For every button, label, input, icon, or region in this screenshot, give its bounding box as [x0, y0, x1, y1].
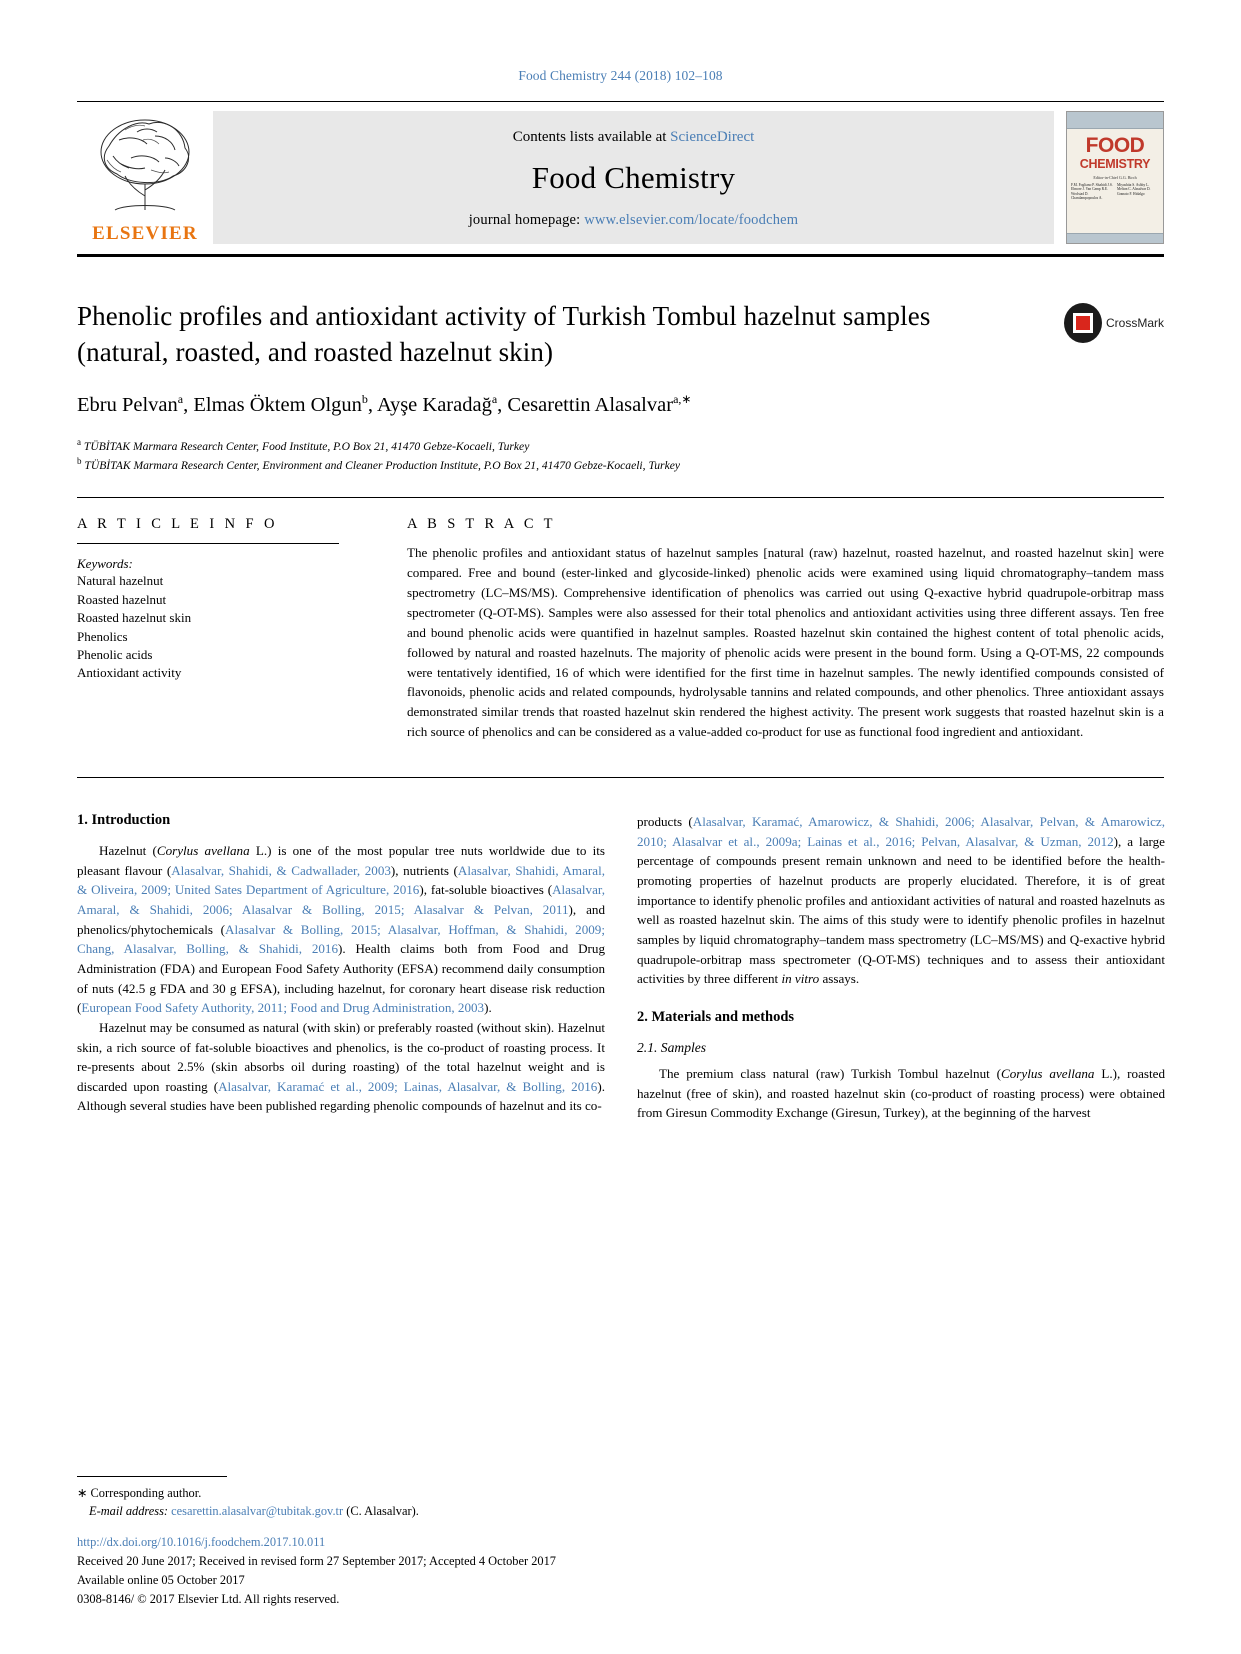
elsevier-logo: [77, 102, 213, 254]
homepage-url[interactable]: www.elsevier.com/locate/foodchem: [584, 211, 799, 228]
info-abstract-block: [77, 497, 1164, 778]
cover-title-line2: CHEMISTRY: [1079, 157, 1151, 171]
subsection-heading-samples: 2.1. Samples: [637, 1039, 707, 1055]
keyword-item: Antioxidant activity: [77, 665, 182, 681]
abstract-column: [407, 516, 1164, 755]
corresponding-author-note: ∗ Corresponding author.: [77, 1486, 202, 1501]
contents-prefix: Contents lists available at: [512, 128, 667, 145]
crossmark-label: CrossMark: [1105, 316, 1164, 330]
affiliation-b-text: TÜBİTAK Marmara Research Center, Environment and Cleaner Production Institute, P.O Box 21, 41470 Gebze-Kocaeli, Turkey: [84, 459, 681, 473]
footer-divider: [77, 1476, 227, 1477]
received-dates: Received 20 June 2017; Received in revised form 27 September 2017; Accepted 4 October 2017: [77, 1553, 556, 1568]
page-footer: [77, 1476, 605, 1608]
keyword-item: Phenolic acids: [77, 646, 153, 662]
page-title: Phenolic profiles and antioxidant activity of Turkish Tombul hazelnut samples (natural, roasted, and roasted hazelnut skin): [77, 301, 931, 367]
intro-paragraph-1: Hazelnut (Corylus avellana L.) is one of the most popular tree nuts worldwide due to its pleasant flavour (Alasalvar, Shahidi, & Cadwallader, 2003), nutrients (Alasalvar, Shahidi, Amaral, & Oliveira, 2009; United Sates Department of Agriculture, 2016), fat-soluble bioactives (Alasalvar, Amaral, & Shahidi, 2006; Alasalvar & Bolling, 2015; Alasalvar & Pelvan, 2011), and phenolics/phytochemicals (Alasalvar & Bolling, 2015; Alasalvar, Hoffman, & Shahidi, 2009; Chang, Alasalvar, Bolling, & Shahidi, 2016). Health claims both from Food and Drug Administration (FDA) and European Food Safety Authority (EFSA) recommend daily consumption of nuts (42.5 g FDA and 30 g EFSA), including hazelnut, for coronary heart disease risk reduction (European Food Safety Authority, 2011; Food and Drug Administration, 2003).: [77, 843, 605, 1016]
article-info-heading: A R T I C L E I N F O: [77, 516, 278, 533]
elsevier-wordmark: ELSEVIER: [92, 223, 198, 244]
email-label: E-mail address:: [89, 1504, 169, 1519]
sciencedirect-link[interactable]: ScienceDirect: [670, 128, 755, 145]
section-heading-materials: 2. Materials and methods: [637, 1008, 795, 1025]
body-columns: [77, 812, 1164, 1123]
author-list: Ebru Pelvan$^a$, Elmas Öktem Olgun$^b$, Ayşe Karadağ$^a$, Cesarettin Alasalvar$^{a,∗}$: [77, 391, 692, 416]
intro-paragraph-3: products (Alasalvar, Karamać, Amarowicz, & Shahidi, 2006; Alasalvar, Pelvan, & Amarowicz, 2010; Alasalvar et al., 2009a; Lainas et al., 2016; Pelvan, Alasalvar, & Uzman, 2012), a large percentage of compounds present remain unknown and need to be identified before the health-promoting properties of hazelnut products are properly elucidated. Therefore, it is of great importance to identify phenolic profiles and antioxidant activities of natural and roasted hazelnuts as well as roasted hazelnut skin. The aims of this study were to identify phenolic profiles in hazelnut samples by liquid chromatography–tandem mass spectrometry (LC–MS/MS) and Q-exactive hybrid quadrupole-orbitrap mass spectrometer (Q-OT-MS) techniques and to assess their antioxidant activities by three different in vitro assays.: [637, 814, 1165, 987]
affiliation-marker-a: a: [77, 436, 81, 447]
affiliations: [77, 436, 1164, 476]
cover-title: [1067, 135, 1163, 171]
samples-paragraph: The premium class natural (raw) Turkish Tombul hazelnut (Corylus avellana L.), roasted hazelnut (free of skin), and roasted hazelnut skin (co-product of roasting process) were obtained from Giresun Commodity Exchange (Giresun, Turkey), at the beginning of the harvest: [637, 1065, 1165, 1121]
journal-homepage: [469, 212, 799, 229]
affiliation-a-text: TÜBİTAK Marmara Research Center, Food Institute, P.O Box 21, 41470 Gebze-Kocaeli, Turkey: [83, 439, 530, 453]
keyword-item: Roasted hazelnut skin: [77, 610, 192, 626]
cover-editor: Editor-in-Chief G.G. Birch: [1093, 174, 1137, 180]
intro-paragraph-2: Hazelnut may be consumed as natural (with skin) or preferably roasted (without skin). Hazelnut skin, a rich source of fat-soluble bioactives and phenolics, is the co-product of roasting process. It re-presents about 2.5% (skin absorbs oil during roasting) of the total hazelnut weight and is discarded upon roasting (Alasalvar, Karamać et al., 2009; Lainas, Alasalvar, & Bolling, 2016). Although several studies have been published regarding phenolic compounds of hazelnut and its co-: [77, 1019, 605, 1114]
journal-cover-thumbnail: [1066, 111, 1164, 244]
keywords-list: [77, 572, 379, 683]
divider: [77, 543, 339, 544]
article-info-column: [77, 516, 407, 755]
keywords-label: Keywords:: [77, 556, 133, 572]
email-suffix: (C. Alasalvar).: [346, 1504, 419, 1519]
copyright-line: 0308-8146/ © 2017 Elsevier Ltd. All rights reserved.: [77, 1591, 340, 1606]
keyword-item: Natural hazelnut: [77, 573, 164, 589]
abstract-heading: A B S T R A C T: [407, 516, 556, 533]
doi-link[interactable]: http://dx.doi.org/10.1016/j.foodchem.2017.10.011: [77, 1534, 326, 1549]
email-line: [89, 1502, 605, 1520]
email-link[interactable]: cesarettin.alasalvar@tubitak.gov.tr: [171, 1504, 344, 1519]
available-online: Available online 05 October 2017: [77, 1572, 245, 1587]
crossmark-badge[interactable]: [1064, 301, 1164, 345]
abstract-text: The phenolic profiles and antioxidant status of hazelnut samples [natural (raw) hazelnut, roasted hazelnut, and roasted hazelnut skin] were compared. Free and bound (ester-linked and glycoside-linked) phenolic acids were examined using liquid chromatography–tandem mass spectrometry (LC–MS/MS). Comprehensive identification of phenolics was carried out using Q-exactive hybrid quadrupole-orbitrap mass spectrometer (Q-OT-MS). Samples were also assessed for their total phenolics and antioxidant activities using three different assays. Ten free and bound phenolic acids were quantified in hazelnut samples. Roasted hazelnut skin contained the highest content of total phenolic acids, followed by natural and roasted hazelnuts. The majority of phenolic acids were present in the bound form. Using a Q-OT-MS, 22 compounds were tentatively identified, 16 of which were identified for the first time in hazelnut samples. The newly identified compounds consisted of flavonoids, phenolic acids and related compounds, hydrolysable tannins and related compounds, and other phenolics. Three antioxidant assays demonstrated similar trends that roasted hazelnut skin rendered the highest activity. The present work suggests that roasted hazelnut skin is a rich source of phenolics and can be considered as a value-added co-product for use as functional food ingredient and antioxidant.: [407, 545, 1164, 740]
cover-bottom-band: [1067, 233, 1163, 243]
cover-editor-names: F.M. Fogliano P. Shahidi J.S. Elmore J. Van Camp R.E. Wrolstad D. Charalampopoulos A. Miyashita S. Ashby L. Melton C. Alasalvar D. Granato F. Hidalgo: [1071, 182, 1151, 201]
affiliation-marker-b: b: [77, 456, 82, 467]
journal-band: [213, 111, 1054, 244]
cover-title-line1: FOOD: [1085, 134, 1145, 157]
affiliation-b: [77, 455, 1164, 475]
homepage-label: journal homepage:: [468, 211, 581, 228]
keyword-item: Roasted hazelnut: [77, 591, 167, 607]
journal-title: Food Chemistry: [531, 159, 736, 195]
body-column-left: [77, 812, 605, 1123]
journal-masthead: [77, 101, 1164, 257]
contents-line: [513, 129, 755, 146]
crossmark-icon: [1064, 303, 1102, 343]
body-column-right: [637, 812, 1165, 1123]
running-head: Food Chemistry 244 (2018) 102–108: [518, 68, 723, 83]
keyword-item: Phenolics: [77, 628, 128, 644]
title-block: [77, 299, 1164, 475]
elsevier-tree-icon: [85, 110, 205, 222]
section-heading-introduction: 1. Introduction: [77, 812, 171, 829]
cover-top-band: [1067, 112, 1163, 129]
affiliation-a: [77, 436, 1164, 456]
